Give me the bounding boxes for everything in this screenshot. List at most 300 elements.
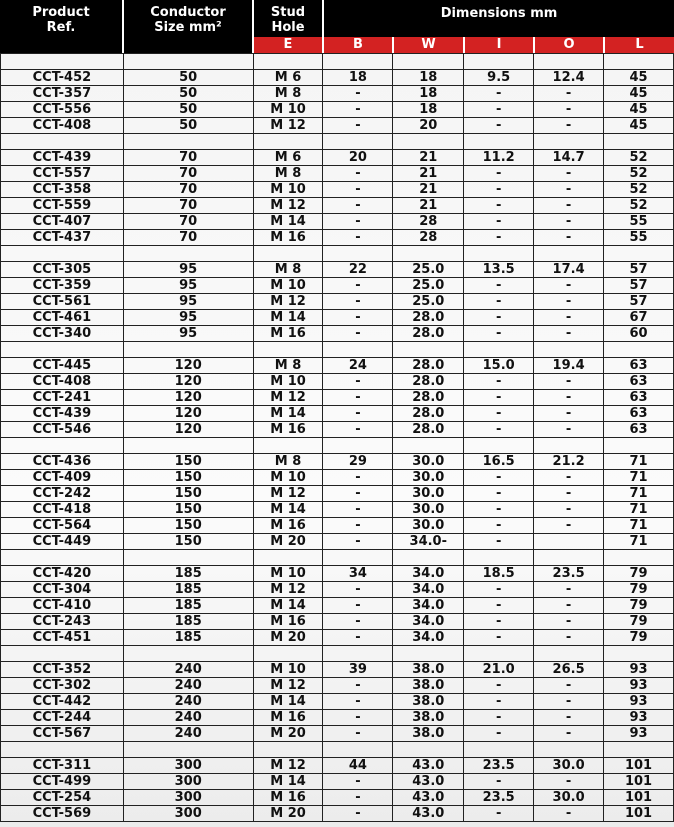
product-ref-cell: CCT-242 — [1, 486, 124, 502]
dim-b-cell: - — [323, 486, 393, 502]
dim-b-cell: - — [323, 422, 393, 438]
dim-w-cell: 34.0 — [393, 630, 464, 646]
spacer-cell — [1, 342, 124, 358]
spacer-cell — [253, 550, 323, 566]
product-ref-cell: CCT-556 — [1, 102, 124, 118]
product-ref-cell: CCT-439 — [1, 150, 124, 166]
dim-l-cell: 63 — [604, 390, 674, 406]
dim-o-cell: - — [534, 694, 604, 710]
table-row — [1, 758, 674, 774]
conductor-size-cell: 185 — [123, 582, 253, 598]
stud-hole-cell: M 6 — [253, 150, 323, 166]
dim-b-cell: - — [323, 470, 393, 486]
dim-w-cell: 28.0 — [393, 310, 464, 326]
dim-o-cell: - — [534, 406, 604, 422]
product-ref-cell: CCT-499 — [1, 774, 124, 790]
spacer-cell — [534, 246, 604, 262]
dim-o-cell: - — [534, 182, 604, 198]
conductor-size-cell: 240 — [123, 710, 253, 726]
stud-hole-cell: M 16 — [253, 422, 323, 438]
product-ref-cell: CCT-418 — [1, 502, 124, 518]
dim-i-cell: - — [464, 278, 534, 294]
table-row — [1, 774, 674, 790]
stud-hole-cell: M 16 — [253, 230, 323, 246]
stud-hole-cell: M 10 — [253, 278, 323, 294]
dim-w-cell: 30.0 — [393, 454, 464, 470]
dim-w-cell: 38.0 — [393, 678, 464, 694]
dim-o-cell: - — [534, 630, 604, 646]
product-ref-cell: CCT-340 — [1, 326, 124, 342]
conductor-size-cell: 50 — [123, 70, 253, 86]
dim-o-cell: - — [534, 86, 604, 102]
dim-o-cell: - — [534, 422, 604, 438]
dim-w-cell: 38.0 — [393, 694, 464, 710]
dim-i-cell: - — [464, 326, 534, 342]
table-row — [1, 470, 674, 486]
dim-o-cell: 12.4 — [534, 70, 604, 86]
dim-o-cell: - — [534, 774, 604, 790]
dim-b-cell: - — [323, 214, 393, 230]
dim-b-cell: - — [323, 198, 393, 214]
spacer-cell — [323, 438, 393, 454]
dim-l-cell: 101 — [604, 790, 674, 806]
dim-i-cell: - — [464, 214, 534, 230]
dim-i-cell: - — [464, 678, 534, 694]
dim-i-cell: 9.5 — [464, 70, 534, 86]
dim-b-cell: 39 — [323, 662, 393, 678]
dim-o-cell: - — [534, 518, 604, 534]
conductor-size-cell: 70 — [123, 150, 253, 166]
dim-i-cell: 23.5 — [464, 758, 534, 774]
product-ref-cell: CCT-436 — [1, 454, 124, 470]
group-spacer-row — [1, 742, 674, 758]
spacer-cell — [393, 246, 464, 262]
spacer-cell — [323, 342, 393, 358]
dim-i-cell: - — [464, 390, 534, 406]
dim-b-cell: - — [323, 182, 393, 198]
dim-o-cell: - — [534, 374, 604, 390]
spacer-cell — [323, 134, 393, 150]
spacer-cell — [323, 246, 393, 262]
conductor-size-cell: 240 — [123, 678, 253, 694]
dim-w-cell: 28 — [393, 230, 464, 246]
dim-o-cell: 23.5 — [534, 566, 604, 582]
product-ref-cell: CCT-302 — [1, 678, 124, 694]
header-stud-line2: Hole — [271, 20, 305, 35]
product-ref-cell: CCT-437 — [1, 230, 124, 246]
dim-l-cell: 45 — [604, 118, 674, 134]
stud-hole-cell: M 20 — [253, 726, 323, 742]
dim-b-cell: - — [323, 278, 393, 294]
dim-l-cell: 52 — [604, 198, 674, 214]
spacer-cell — [393, 646, 464, 662]
dim-b-cell: - — [323, 406, 393, 422]
dim-o-cell: - — [534, 582, 604, 598]
conductor-size-cell: 120 — [123, 406, 253, 422]
dim-i-cell: - — [464, 230, 534, 246]
dim-b-cell: - — [323, 678, 393, 694]
stud-hole-cell: M 8 — [253, 86, 323, 102]
dim-o-cell: - — [534, 614, 604, 630]
dim-b-cell: - — [323, 294, 393, 310]
dim-b-cell: 24 — [323, 358, 393, 374]
dim-i-cell: - — [464, 406, 534, 422]
dim-i-cell: - — [464, 806, 534, 822]
product-ref-cell: CCT-557 — [1, 166, 124, 182]
conductor-size-cell: 150 — [123, 486, 253, 502]
stud-hole-cell: M 8 — [253, 262, 323, 278]
table-row — [1, 806, 674, 822]
spacer-cell — [123, 742, 253, 758]
conductor-size-cell: 95 — [123, 262, 253, 278]
spacer-cell — [253, 246, 323, 262]
conductor-size-cell: 240 — [123, 694, 253, 710]
dim-b-cell: - — [323, 390, 393, 406]
conductor-size-cell: 95 — [123, 294, 253, 310]
stud-hole-cell: M 20 — [253, 806, 323, 822]
spacer-cell — [604, 54, 674, 70]
dim-w-cell: 34.0 — [393, 566, 464, 582]
header-conductor-line2: Size mm² — [154, 20, 222, 35]
dim-b-cell: - — [323, 326, 393, 342]
table-row — [1, 182, 674, 198]
dim-o-cell: 30.0 — [534, 790, 604, 806]
conductor-size-cell: 95 — [123, 310, 253, 326]
dim-b-cell: - — [323, 710, 393, 726]
subheader-i: I — [496, 37, 502, 52]
product-ref-cell: CCT-407 — [1, 214, 124, 230]
conductor-size-cell: 185 — [123, 566, 253, 582]
dim-l-cell: 93 — [604, 710, 674, 726]
dim-b-cell: - — [323, 582, 393, 598]
dim-l-cell: 71 — [604, 518, 674, 534]
dim-w-cell: 43.0 — [393, 806, 464, 822]
dim-l-cell: 101 — [604, 774, 674, 790]
subheader-b: B — [353, 37, 363, 52]
dim-o-cell: - — [534, 502, 604, 518]
dim-b-cell: - — [323, 630, 393, 646]
table-row — [1, 582, 674, 598]
conductor-size-cell: 70 — [123, 198, 253, 214]
product-ref-cell: CCT-311 — [1, 758, 124, 774]
product-ref-cell: CCT-358 — [1, 182, 124, 198]
table-row — [1, 406, 674, 422]
stud-hole-cell: M 12 — [253, 678, 323, 694]
spacer-cell — [123, 342, 253, 358]
dim-i-cell: 18.5 — [464, 566, 534, 582]
conductor-size-cell: 300 — [123, 774, 253, 790]
table-row — [1, 326, 674, 342]
stud-hole-cell: M 10 — [253, 374, 323, 390]
subheader-o: O — [563, 37, 575, 52]
conductor-size-cell: 120 — [123, 374, 253, 390]
spacer-cell — [604, 342, 674, 358]
table-row — [1, 278, 674, 294]
table-row — [1, 566, 674, 582]
spacer-cell — [534, 550, 604, 566]
conductor-size-cell: 300 — [123, 790, 253, 806]
dim-o-cell: - — [534, 726, 604, 742]
dim-o-cell: - — [534, 166, 604, 182]
product-ref-cell: CCT-461 — [1, 310, 124, 326]
dim-l-cell: 60 — [604, 326, 674, 342]
table-row — [1, 70, 674, 86]
spacer-cell — [534, 342, 604, 358]
conductor-size-cell: 50 — [123, 102, 253, 118]
subheader-w: W — [421, 37, 436, 52]
product-ref-cell: CCT-445 — [1, 358, 124, 374]
stud-hole-cell: M 10 — [253, 566, 323, 582]
group-spacer-row — [1, 54, 674, 70]
dim-l-cell: 55 — [604, 230, 674, 246]
dim-b-cell: 18 — [323, 70, 393, 86]
conductor-size-cell: 70 — [123, 230, 253, 246]
dim-i-cell: - — [464, 118, 534, 134]
dim-b-cell: 20 — [323, 150, 393, 166]
dim-i-cell: - — [464, 630, 534, 646]
spacer-cell — [1, 246, 124, 262]
dim-o-cell: 14.7 — [534, 150, 604, 166]
dim-w-cell: 28.0 — [393, 390, 464, 406]
dim-l-cell: 67 — [604, 310, 674, 326]
dim-w-cell: 34.0 — [393, 582, 464, 598]
conductor-size-cell: 240 — [123, 726, 253, 742]
table-row — [1, 630, 674, 646]
dim-o-cell: - — [534, 678, 604, 694]
table-row — [1, 454, 674, 470]
dim-b-cell: - — [323, 118, 393, 134]
conductor-size-cell: 185 — [123, 598, 253, 614]
dim-b-cell: - — [323, 374, 393, 390]
header-product-line1: Product — [32, 5, 90, 20]
dim-l-cell: 52 — [604, 150, 674, 166]
dim-l-cell: 101 — [604, 758, 674, 774]
dim-b-cell: - — [323, 806, 393, 822]
dim-o-cell: - — [534, 118, 604, 134]
stud-hole-cell: M 10 — [253, 470, 323, 486]
table-row — [1, 790, 674, 806]
dim-l-cell: 71 — [604, 486, 674, 502]
dim-w-cell: 30.0 — [393, 502, 464, 518]
spacer-cell — [534, 742, 604, 758]
dim-i-cell: - — [464, 374, 534, 390]
table-row — [1, 614, 674, 630]
dim-w-cell: 28.0 — [393, 422, 464, 438]
dim-i-cell: - — [464, 182, 534, 198]
dim-l-cell: 63 — [604, 422, 674, 438]
dim-l-cell: 101 — [604, 806, 674, 822]
dim-i-cell: - — [464, 486, 534, 502]
dim-l-cell: 57 — [604, 262, 674, 278]
dim-w-cell: 25.0 — [393, 262, 464, 278]
conductor-size-cell: 150 — [123, 454, 253, 470]
dim-w-cell: 34.0 — [393, 598, 464, 614]
spacer-cell — [123, 134, 253, 150]
dim-i-cell: - — [464, 774, 534, 790]
product-ref-cell: CCT-304 — [1, 582, 124, 598]
conductor-size-cell: 185 — [123, 630, 253, 646]
table-row — [1, 422, 674, 438]
dim-w-cell: 20 — [393, 118, 464, 134]
stud-hole-cell: M 16 — [253, 518, 323, 534]
stud-hole-cell: M 20 — [253, 630, 323, 646]
dim-o-cell — [534, 534, 604, 550]
table-row — [1, 86, 674, 102]
header-stud-hole — [254, 5, 322, 35]
dim-o-cell: - — [534, 598, 604, 614]
dim-i-cell: - — [464, 518, 534, 534]
dim-w-cell: 28.0 — [393, 326, 464, 342]
conductor-size-cell: 70 — [123, 166, 253, 182]
dim-i-cell: - — [464, 294, 534, 310]
conductor-size-cell: 300 — [123, 758, 253, 774]
dim-w-cell: 38.0 — [393, 710, 464, 726]
dim-b-cell: - — [323, 502, 393, 518]
dim-o-cell: 26.5 — [534, 662, 604, 678]
product-ref-cell: CCT-254 — [1, 790, 124, 806]
header-product-ref — [0, 5, 122, 35]
stud-hole-cell: M 12 — [253, 198, 323, 214]
dim-l-cell: 45 — [604, 70, 674, 86]
dim-w-cell: 21 — [393, 182, 464, 198]
product-ref-cell: CCT-305 — [1, 262, 124, 278]
dim-i-cell: - — [464, 582, 534, 598]
dim-l-cell: 93 — [604, 726, 674, 742]
table-row — [1, 598, 674, 614]
product-ref-cell: CCT-546 — [1, 422, 124, 438]
dim-w-cell: 18 — [393, 102, 464, 118]
product-ref-cell: CCT-241 — [1, 390, 124, 406]
dim-w-cell: 43.0 — [393, 774, 464, 790]
spacer-cell — [534, 54, 604, 70]
dim-i-cell: - — [464, 598, 534, 614]
stud-hole-cell: M 14 — [253, 694, 323, 710]
dim-w-cell: 28 — [393, 214, 464, 230]
spacer-cell — [604, 550, 674, 566]
dim-w-cell: 43.0 — [393, 790, 464, 806]
product-ref-cell: CCT-567 — [1, 726, 124, 742]
dim-b-cell: - — [323, 102, 393, 118]
dim-o-cell: 19.4 — [534, 358, 604, 374]
spacer-cell — [393, 438, 464, 454]
table-row — [1, 262, 674, 278]
stud-hole-cell: M 6 — [253, 70, 323, 86]
table-row — [1, 310, 674, 326]
table-row — [1, 102, 674, 118]
dim-i-cell: - — [464, 726, 534, 742]
dim-w-cell: 18 — [393, 86, 464, 102]
stud-hole-cell: M 14 — [253, 774, 323, 790]
group-spacer-row — [1, 438, 674, 454]
group-spacer-row — [1, 246, 674, 262]
spacer-cell — [1, 134, 124, 150]
dim-b-cell: - — [323, 726, 393, 742]
stud-hole-cell: M 12 — [253, 294, 323, 310]
product-ref-cell: CCT-408 — [1, 118, 124, 134]
dim-w-cell: 28.0 — [393, 358, 464, 374]
dim-l-cell: 79 — [604, 614, 674, 630]
dim-i-cell: 23.5 — [464, 790, 534, 806]
conductor-size-cell: 300 — [123, 806, 253, 822]
table-row — [1, 390, 674, 406]
spacer-cell — [534, 646, 604, 662]
table-row — [1, 294, 674, 310]
product-ref-cell: CCT-357 — [1, 86, 124, 102]
dim-i-cell: - — [464, 694, 534, 710]
conductor-size-cell: 95 — [123, 326, 253, 342]
stud-hole-cell: M 16 — [253, 326, 323, 342]
dim-l-cell: 71 — [604, 502, 674, 518]
dim-l-cell: 93 — [604, 678, 674, 694]
product-ref-cell: CCT-410 — [1, 598, 124, 614]
spacer-cell — [393, 54, 464, 70]
dim-i-cell: - — [464, 166, 534, 182]
dim-w-cell: 34.0 — [393, 614, 464, 630]
dim-o-cell: 30.0 — [534, 758, 604, 774]
dim-b-cell: 22 — [323, 262, 393, 278]
product-ref-cell: CCT-451 — [1, 630, 124, 646]
table-row — [1, 726, 674, 742]
dim-b-cell: 44 — [323, 758, 393, 774]
dim-o-cell: - — [534, 310, 604, 326]
dim-i-cell: - — [464, 422, 534, 438]
dim-o-cell: - — [534, 278, 604, 294]
spacer-cell — [464, 134, 534, 150]
spacer-cell — [464, 646, 534, 662]
dim-o-cell: - — [534, 294, 604, 310]
spacer-cell — [1, 438, 124, 454]
spacer-cell — [393, 134, 464, 150]
conductor-size-cell: 50 — [123, 118, 253, 134]
table-row — [1, 166, 674, 182]
stud-hole-cell: M 12 — [253, 118, 323, 134]
dim-l-cell: 79 — [604, 598, 674, 614]
spacer-cell — [123, 246, 253, 262]
table-body — [1, 54, 674, 822]
dim-b-cell: - — [323, 790, 393, 806]
dim-i-cell: - — [464, 502, 534, 518]
dim-l-cell: 57 — [604, 294, 674, 310]
spacer-cell — [123, 54, 253, 70]
table-header — [0, 0, 674, 53]
conductor-size-cell: 70 — [123, 182, 253, 198]
product-ref-cell: CCT-359 — [1, 278, 124, 294]
stud-hole-cell: M 16 — [253, 614, 323, 630]
dim-o-cell: 21.2 — [534, 454, 604, 470]
dim-l-cell: 45 — [604, 86, 674, 102]
table-row — [1, 374, 674, 390]
product-ref-cell: CCT-449 — [1, 534, 124, 550]
spacer-cell — [123, 550, 253, 566]
dim-l-cell: 52 — [604, 166, 674, 182]
dim-i-cell: 15.0 — [464, 358, 534, 374]
stud-hole-cell: M 12 — [253, 758, 323, 774]
spacer-cell — [253, 438, 323, 454]
dim-o-cell: - — [534, 198, 604, 214]
dim-i-cell: - — [464, 198, 534, 214]
stud-hole-cell: M 16 — [253, 710, 323, 726]
table-row — [1, 118, 674, 134]
spacer-cell — [123, 646, 253, 662]
dim-w-cell: 43.0 — [393, 758, 464, 774]
dim-l-cell: 63 — [604, 374, 674, 390]
product-ref-cell: CCT-564 — [1, 518, 124, 534]
product-ref-cell: CCT-569 — [1, 806, 124, 822]
dim-b-cell: - — [323, 614, 393, 630]
dim-w-cell: 21 — [393, 166, 464, 182]
conductor-size-cell: 120 — [123, 422, 253, 438]
group-spacer-row — [1, 134, 674, 150]
